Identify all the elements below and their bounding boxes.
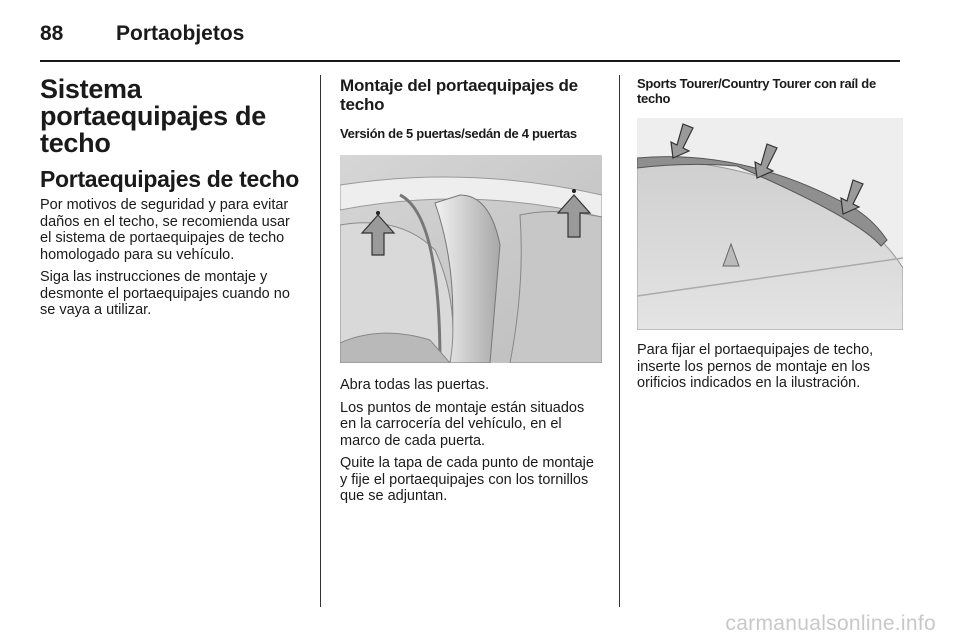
paragraph-remove-cover: Quite la tapa de cada punto de montaje y fije el portaequipajes con los tornillos que se adjuntan.: [340, 455, 594, 504]
column-3: [637, 76, 903, 398]
sports-tourer-subtitle: Sports Tourer/Country Tourer con raíl de techo: [637, 76, 876, 106]
page-number: 88: [40, 22, 64, 45]
chapter-title: Portaobjetos: [116, 22, 245, 45]
column-divider-2: [619, 75, 620, 607]
paragraph-insert-bolts: Para fijar el portaequipajes de techo, inserte los pernos de montaje en los orificios indicados en la ilustración.: [637, 342, 874, 391]
section-subtitle: Portaequipajes de techo: [40, 166, 299, 192]
paragraph-mounting-points: Los puntos de montaje están situados en la carrocería del vehículo, en el marco de cada puerta.: [340, 399, 585, 449]
paragraph-safety: Por motivos de seguridad y para evitar daños en el techo, se recomienda usar el sistema de portaequipajes de techo homologado para su vehículo.: [40, 197, 290, 263]
paragraph-instructions: Siga las instrucciones de montaje y desmonte el portaequipajes cuando no se vaya a utilizar.: [40, 269, 290, 318]
section-title: Sistema portaequipajes de techo: [40, 74, 266, 158]
page-header: [40, 20, 900, 60]
header-divider: [40, 60, 900, 62]
roof-rail-illustration: [637, 118, 903, 330]
mounting-title: Montaje del portaequipajes de techo: [340, 76, 578, 114]
column-divider-1: [320, 75, 321, 607]
watermark: carmanualsonline.info: [725, 612, 936, 635]
door-frame-illustration: [340, 155, 602, 363]
paragraph-open-doors: Abra todas las puertas.: [340, 377, 490, 393]
column-1: [40, 76, 305, 325]
version-subtitle: Versión de 5 puertas/sedán de 4 puertas: [340, 126, 577, 141]
column-2: [340, 76, 602, 511]
